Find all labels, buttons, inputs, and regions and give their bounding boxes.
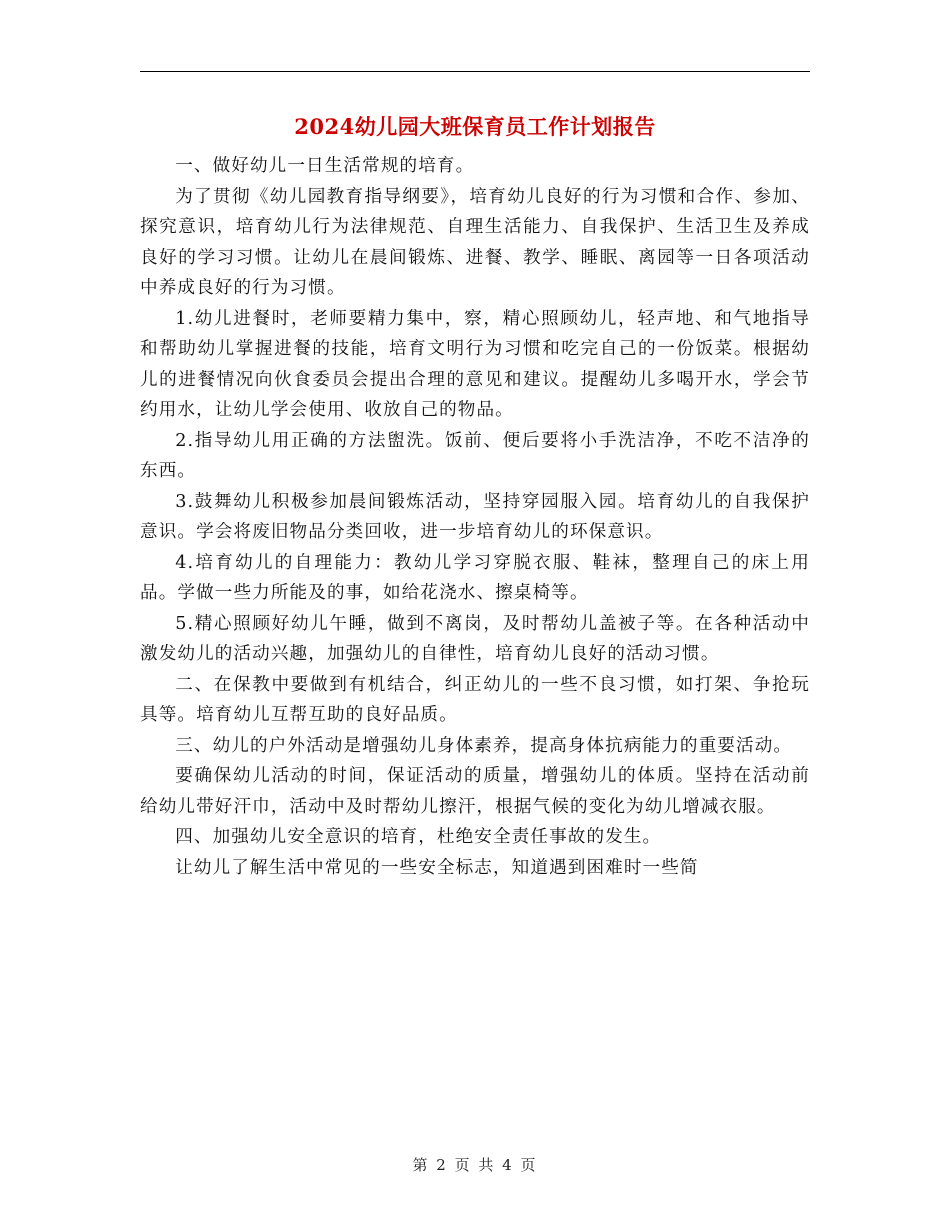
paragraph: 三、幼儿的户外活动是增强幼儿身体素养，提高身体抗病能力的重要活动。 xyxy=(175,735,793,756)
header-rule xyxy=(140,71,810,72)
paragraph: 5.精心照顾好幼儿午睡，做到不离岗，及时帮幼儿盖被子等。在各种活动中激发幼儿的活动兴趣，加强幼儿的自律性，培育幼儿良好的活动习惯。 xyxy=(140,613,810,664)
paragraph: 二、在保教中要做到有机结合，纠正幼儿的一些不良习惯，如打架、争抢玩具等。培育幼儿互帮互助的良好品质。 xyxy=(140,674,810,725)
paragraph: 1.幼儿进餐时，老师要精力集中，察，精心照顾幼儿，轻声地、和气地指导和帮助幼儿掌握进餐的技能，培育文明行为习惯和吃完自己的一份饭菜。根据幼儿的进餐情况向伙食委员会提出合理的意见和建议。提醒幼儿多喝开水，学会节约用水，让幼儿学会使用、收放自己的物品。 xyxy=(140,308,810,420)
page-number: 第 2 页 共 4 页 xyxy=(412,1156,538,1174)
paragraph: 4.培育幼儿的自理能力：教幼儿学习穿脱衣服、鞋袜，整理自己的床上用品。学做一些力所能及的事，如给花浇水、擦桌椅等。 xyxy=(140,552,810,603)
paragraph: 四、加强幼儿安全意识的培育，杜绝安全责任事故的发生。 xyxy=(175,827,662,847)
paragraph: 3.鼓舞幼儿积极参加晨间锻炼活动，坚持穿园服入园。培育幼儿的自我保护意识。学会将废旧物品分类回收，进一步培育幼儿的环保意识。 xyxy=(140,491,810,542)
paragraph: 2.指导幼儿用正确的方法盥洗。饭前、便后要将小手洗洁净，不吃不洁净的东西。 xyxy=(140,430,810,481)
paragraph: 要确保幼儿活动的时间，保证活动的质量，增强幼儿的体质。坚持在活动前给幼儿带好汗巾，活动中及时帮幼儿擦汗，根据气候的变化为幼儿增减衣服。 xyxy=(140,766,810,817)
paragraph: 为了贯彻《幼儿园教育指导纲要》，培育幼儿良好的行为习惯和合作、参加、探究意识，培育幼儿行为法律规范、自理生活能力、自我保护、生活卫生及养成良好的学习习惯。让幼儿在晨间锻炼、进餐、教学、睡眠、离园等一日各项活动中养成良好的行为习惯。 xyxy=(140,186,810,298)
paragraph: 让幼儿了解生活中常见的一些安全标志，知道遇到困难时一些简 xyxy=(175,857,699,878)
document-body xyxy=(140,151,810,883)
paragraph: 一、做好幼儿一日生活常规的培育。 xyxy=(175,156,475,176)
document-title: 2024幼儿园大班保育员工作计划报告 xyxy=(294,114,656,139)
